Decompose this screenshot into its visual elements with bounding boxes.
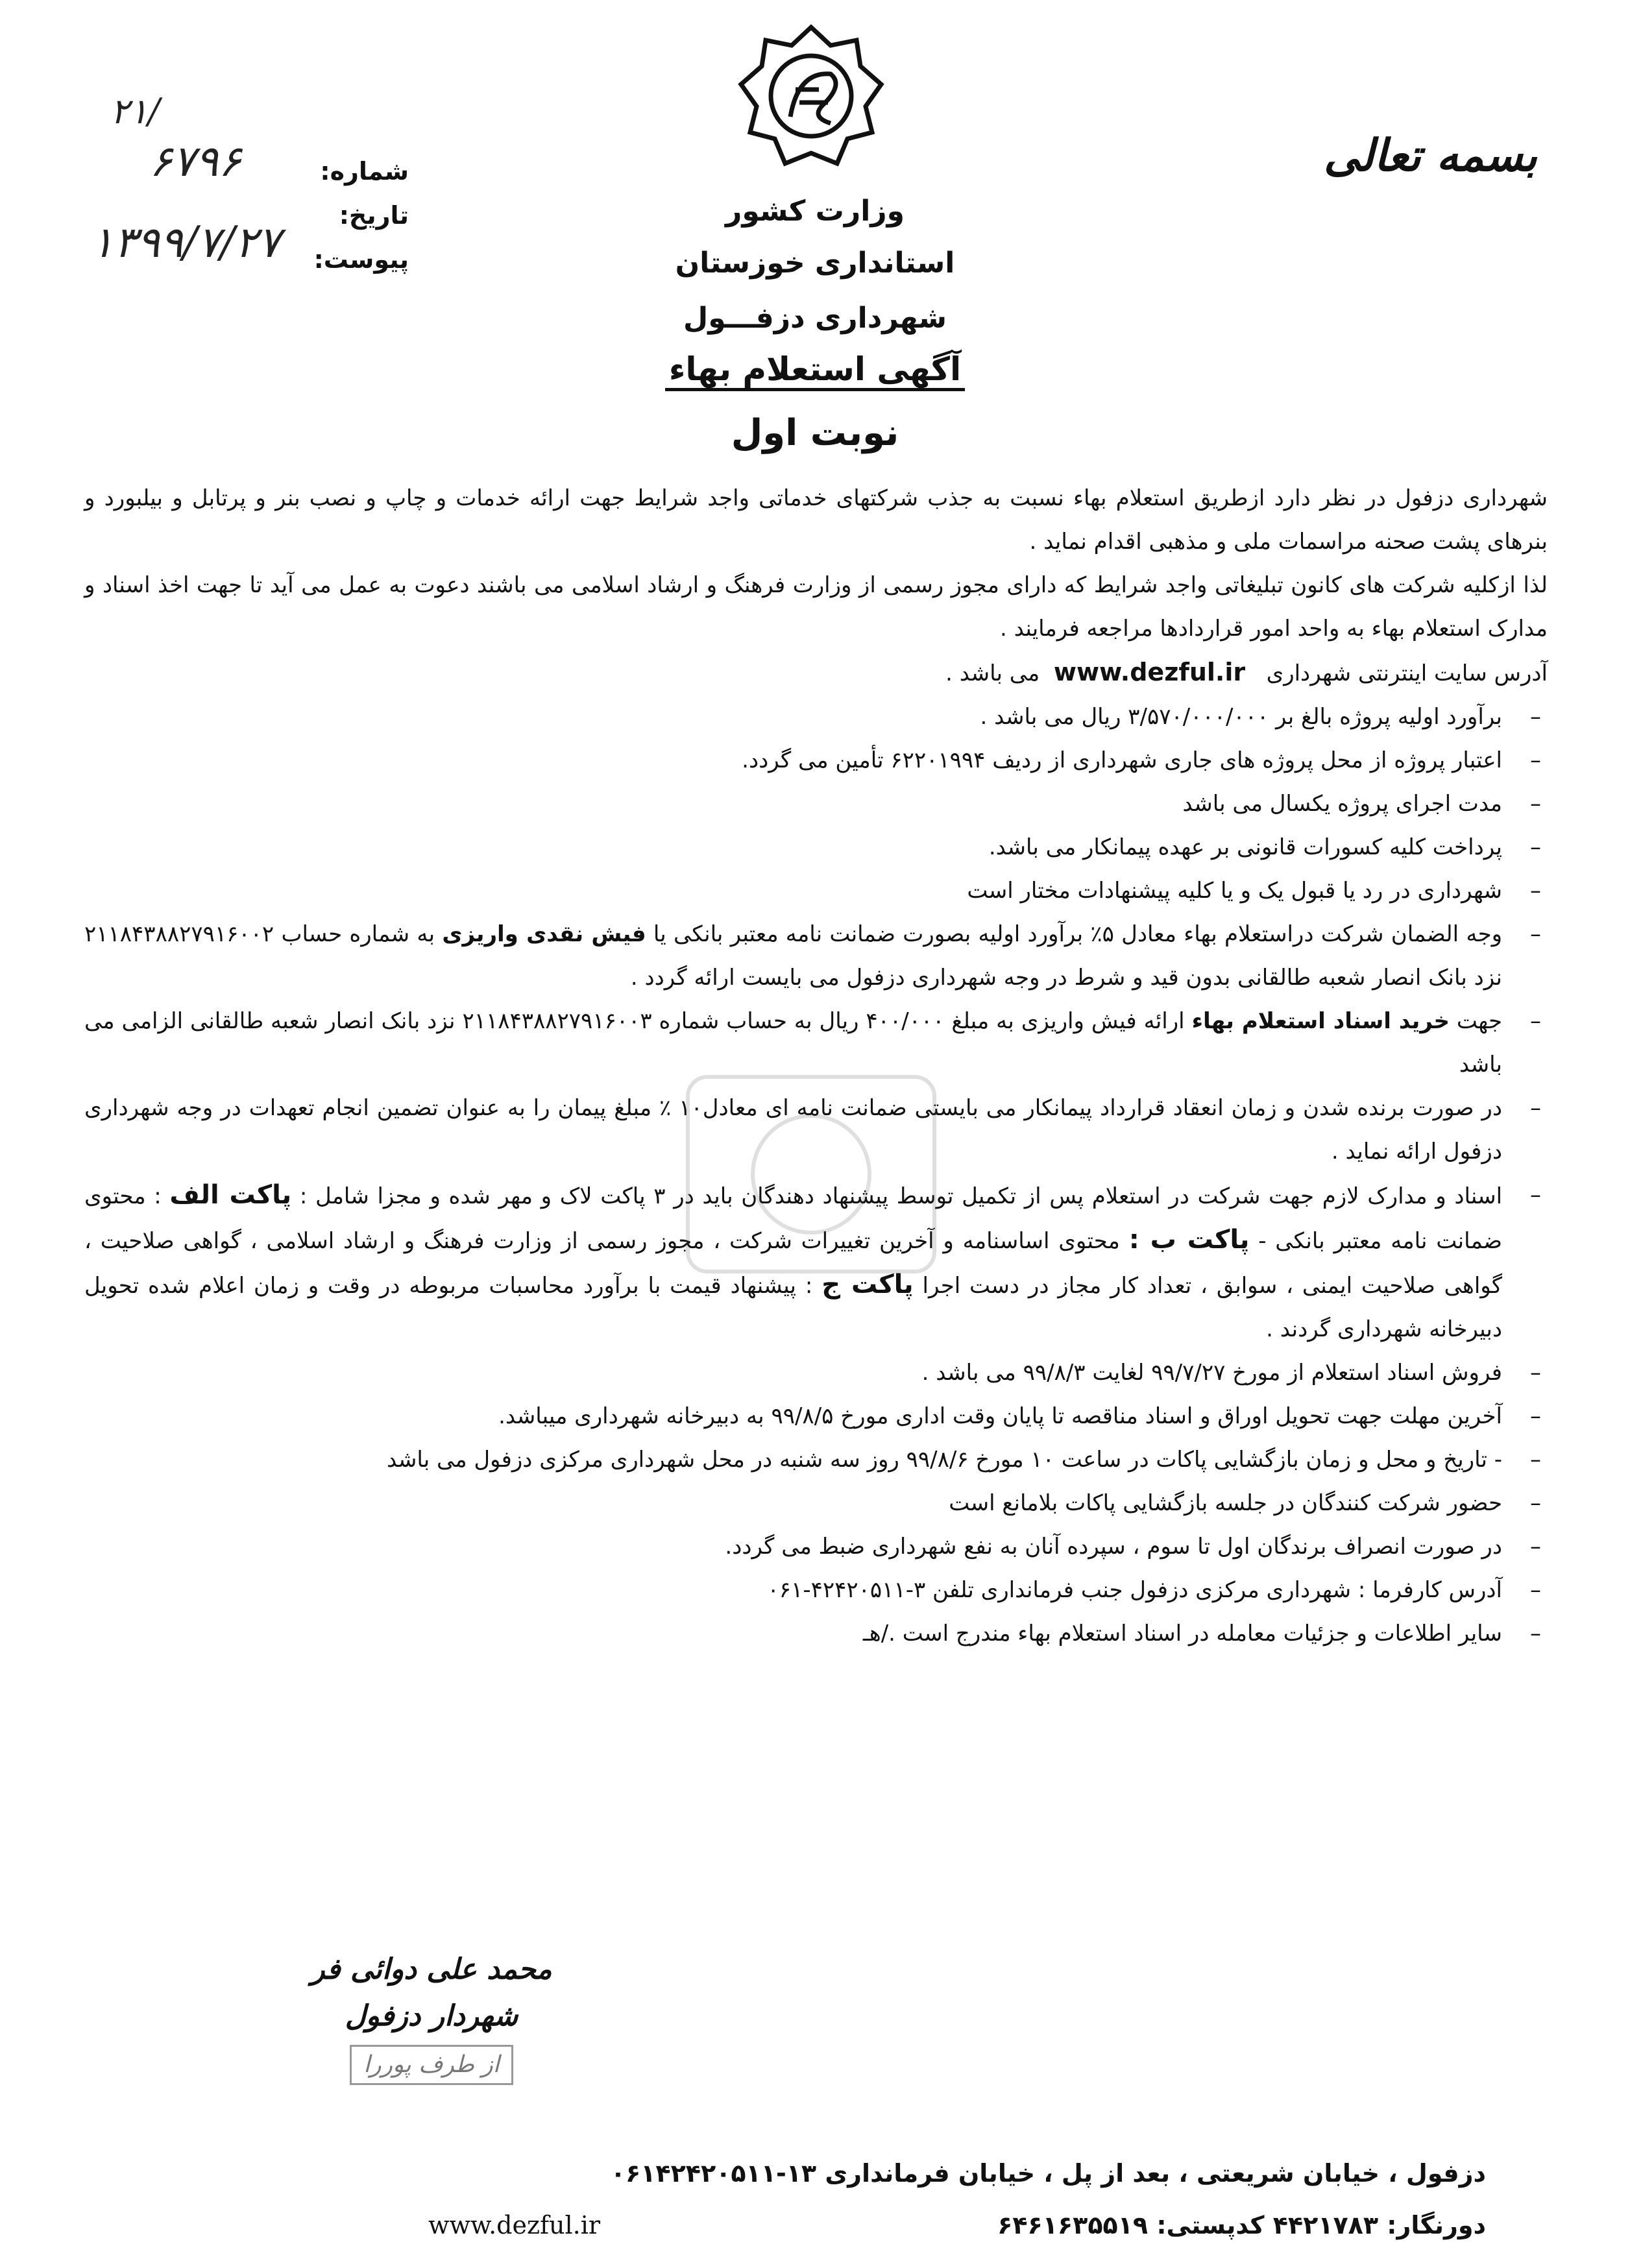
list-item: – شهرداری در رد یا قبول یک و یا کلیه پیشنهادات مختار است [84, 869, 1548, 913]
website-line-after: می باشد . [945, 660, 1040, 686]
list-item: – در صورت برنده شدن و زمان انعقاد قرارداد پیمانکار می بایستی ضمانت نامه ای معادل۱۰ ٪ مبلغ پیمان را به عنوان تضمین انجام تعهدات در وجه شهرداری دزفول ارائه نماید . [84, 1087, 1548, 1174]
list-item: – مدت اجرای پروژه یکسال می باشد [84, 782, 1548, 826]
intro-paragraph-2: لذا ازکلیه شرکت های کانون تبلیغاتی واجد شرایط که دارای مجوز رسمی از وزارت فرهنگ و ارشاد اسلامی می باشند دعوت به عمل می آید تا جهت اخذ اسناد و مدارک استعلام بهاء به واحد امور قراردادها مراجعه فرمایند . [84, 572, 1548, 642]
envelope-b-text: محتوی اساسنامه و آخرین تغییرات شرکت ، مجوز رسمی از وزارت فرهنگ و ارشاد اسلامی ، گواهی صلاحیت ، گواهی صلاحیت ایمنی ، سوابق ، تعداد کار مجاز در دست اجرا [84, 1228, 1503, 1299]
date-label: تاریخ: [339, 201, 409, 230]
letter-number-value: ۶۷۹۶ [149, 136, 241, 186]
website-line [84, 651, 1548, 695]
invocation-text: بسمه تعالی [1324, 130, 1537, 182]
number-label: شماره: [320, 157, 409, 186]
list-item: – اعتبار پروژه از محل پروژه های جاری شهرداری از ردیف ۶۲۲۰۱۹۹۴ تأمین می گردد. [84, 739, 1548, 782]
letter-date-value: ۱۳۹۹/۷/۲۷ [91, 217, 281, 267]
footer-address: دزفول ، خیابان شریعتی ، بعد از پل ، خیابان فرمانداری ۱۳-۰۶۱۴۲۴۲۰۵۱۱ [610, 2159, 1486, 2188]
notice-round: نوبت اول [731, 412, 899, 454]
signer-name: محمد علی دوائی فر [311, 1953, 552, 1986]
ministry-name: وزارت کشور [725, 195, 905, 228]
footer [130, 2147, 1486, 2251]
list-item: – فروش اسناد استعلام از مورخ ۹۹/۷/۲۷ لغایت ۹۹/۸/۳ می باشد . [84, 1351, 1548, 1395]
list-item: – سایر اطلاعات و جزئیات معامله در اسناد استعلام بهاء مندرج است ./هـ [84, 1612, 1548, 1656]
signer-position: شهردار دزفول [345, 1999, 518, 2033]
list-item: – آخرین مهلت جهت تحویل اوراق و اسناد مناقصه تا پایان وقت اداری مورخ ۹۹/۸/۵ به دبیرخانه شهرداری میباشد. [84, 1395, 1548, 1438]
notice-title-text: آگهی استعلام بهاء [665, 350, 965, 391]
guarantee-text-c: به شماره حساب ۲۱۱۸۴۳۸۸۲۷۹۱۶۰۰۲ نزد بانک انصار شعبه طالقانی بدون قید و شرط در وجه شهرداری دزفول می بایست ارائه گردد . [84, 921, 1502, 991]
envelope-a-text: : محتوی ضمانت نامه معتبر بانکی - [84, 1183, 1502, 1254]
envelope-c-text: : پیشنهاد قیمت با برآورد محاسبات مربوطه در وقت و زمان اعلام شده تحویل دبیرخانه شهرداری گردند . [84, 1273, 1502, 1342]
envelope-a-label: پاکت الف [169, 1180, 292, 1210]
list-item [84, 913, 1548, 1000]
letter-number-fraction: ۲۱/ [110, 91, 160, 132]
signature-block [286, 1946, 578, 2086]
footer-website: www.dezful.ir [428, 2211, 601, 2239]
footer-contacts: دورنگار: ۴۴۲۱۷۸۳ کدپستی: ۶۴۶۱۶۳۵۵۱۹ [997, 2211, 1486, 2239]
guarantee-text-a: وجه الضمان شرکت دراستعلام بهاء معادل ۵٪ برآورد اولیه بصورت ضمانت نامه معتبر بانکی یا [653, 921, 1503, 947]
envelopes-intro: اسناد و مدارک لازم جهت شرکت در استعلام پس از تکمیل توسط پیشنهاد دهندگان باید در ۳ پاکت لاک و مهر شده و مجزا شامل : [299, 1183, 1503, 1209]
website-line-before: آدرس سایت اینترنتی شهرداری [1266, 660, 1548, 686]
guarantee-text-bold: فیش نقدی واریزی [442, 921, 646, 947]
list-item: – برآورد اولیه پروژه بالغ بر ۳/۵۷۰/۰۰۰/۰۰۰ ریال می باشد . [84, 695, 1548, 739]
list-item: – آدرس کارفرما : شهرداری مرکزی دزفول جنب فرمانداری تلفن ۳-۴۲۴۲۰۵۱۱-۰۶۱ [84, 1569, 1548, 1612]
website-url: www.dezful.ir [1053, 658, 1246, 686]
envelope-c-label: پاکت ج [821, 1270, 914, 1299]
list-item: – حضور شرکت کنندگان در جلسه بازگشایی پاکات بلامانع است [84, 1482, 1548, 1525]
envelope-b-label: پاکت ب : [1128, 1225, 1250, 1255]
municipality-name: شهرداری دزفـــول [683, 302, 947, 335]
purchase-text-bold: خرید اسناد استعلام بهاء [1191, 1008, 1450, 1034]
notice-title [0, 350, 1630, 388]
on-behalf-stamp: از طرف پوررا [350, 2045, 513, 2085]
list-item: – در صورت انصراف برندگان اول تا سوم ، سپرده آنان به نفع شهرداری ضبط می گردد. [84, 1525, 1548, 1569]
purchase-text-a: جهت [1456, 1008, 1502, 1034]
watermark-logo-icon [649, 1051, 973, 1310]
attachment-label: پیوست: [313, 245, 409, 274]
purchase-text-c: ارائه فیش واریزی به مبلغ ۴۰۰/۰۰۰ ریال به حساب شماره ۲۱۱۸۴۳۸۸۲۷۹۱۶۰۰۳ نزد بانک انصار شعبه طالقانی الزامی می باشد [84, 1008, 1502, 1078]
list-item: – پرداخت کلیه کسورات قانونی بر عهده پیمانکار می باشد. [84, 826, 1548, 869]
municipality-seal-icon [733, 19, 889, 175]
province-name: استانداری خوزستان [675, 247, 955, 280]
list-item: – - تاریخ و محل و زمان بازگشایی پاکات در ساعت ۱۰ مورخ ۹۹/۸/۶ روز سه شنبه در محل شهرداری مرکزی دزفول می باشد [84, 1438, 1548, 1482]
footer-contacts-row [130, 2199, 1486, 2251]
intro-paragraph-1: شهرداری دزفول در نظر دارد ازطریق استعلام بهاء نسبت به جذب شرکتهای خدماتی واجد شرایط جهت ارائه خدمات و چاپ و نصب بنر و پرتابل و بیلبورد و بنرهای پشت صحنه مراسمات ملی و مذهبی اقدام نماید . [84, 485, 1548, 555]
